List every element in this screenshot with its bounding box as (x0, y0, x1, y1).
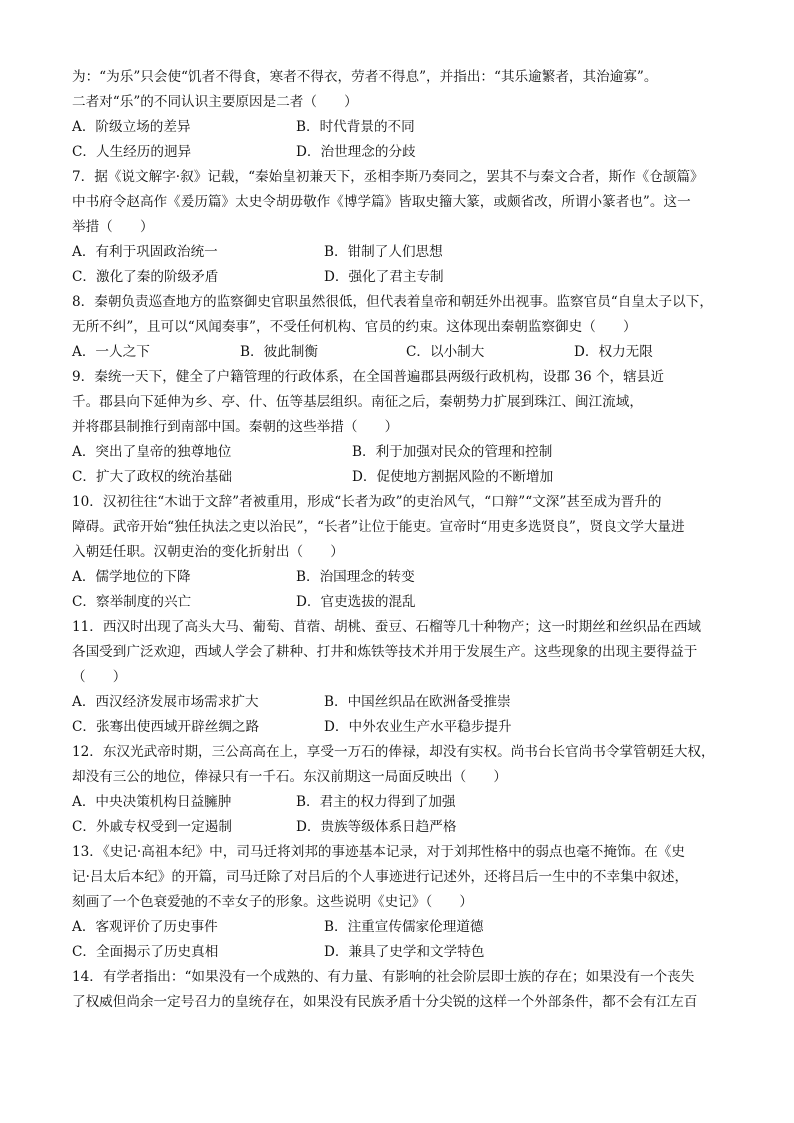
question-12-line-2: 却没有三公的地位，俸禄只有一千石。东汉前期这一局面反映出（ ） (72, 769, 507, 785)
q10-option-a[interactable]: A．儒学地位的下降 (72, 569, 191, 585)
q7-option-c[interactable]: C．激化了秦的阶级矛盾 (72, 269, 219, 285)
question-14-line-1: 14．有学者指出：“如果没有一个成熟的、有力量、有影响的社会阶层即士族的存在；如果没有一个丧失 (72, 969, 695, 985)
q9-option-a[interactable]: A．突出了皇帝的独尊地位 (72, 444, 232, 460)
q9-option-d[interactable]: D．促使地方割据风险的不断增加 (352, 469, 554, 485)
q6-option-b[interactable]: B．时代背景的不同 (296, 119, 415, 135)
q9-option-c[interactable]: C．扩大了政权的统治基础 (72, 469, 232, 485)
q10-option-c[interactable]: C．察举制度的兴亡 (72, 594, 192, 610)
q13-option-b[interactable]: B．注重宣传儒家伦理道德 (324, 919, 484, 935)
q6-option-d[interactable]: D．治世理念的分歧 (296, 144, 416, 160)
q13-option-a[interactable]: A．客观评价了历史事件 (72, 919, 218, 935)
question-13-line-3: 刻画了一个色衰爱弛的不幸女子的形象。这些说明《史记》（ ） (72, 894, 474, 910)
question-9-line-1: 9．秦统一天下，健全了户籍管理的行政体系，在全国普遍郡县两级行政机构，设郡 36 个，辖县近 (72, 369, 664, 385)
q8-option-d[interactable]: D．权力无限 (574, 344, 653, 360)
question-10-line-3: 入朝廷任职。汉朝吏治的变化折射出（ ） (72, 544, 344, 560)
q11-option-b[interactable]: B．中国丝织品在欧洲备受推崇 (324, 694, 511, 710)
question-13-line-1: 13．《史记·高祖本纪》中，司马迁将刘邦的事迹基本记录，对于刘邦性格中的弱点也毫不掩饰。在《史 (72, 844, 685, 860)
question-11-line-2: 各国受到广泛欢迎，西域人学会了耕种、打井和炼铁等技术并用于发展生产。这些现象的出现主要得益于 (72, 644, 698, 660)
question-8-line-1: 8．秦朝负责巡查地方的监察御史官职虽然很低，但代表着皇帝和朝廷外出视事。监察官员“自皇太子以下， (72, 294, 713, 310)
q12-option-b[interactable]: B．君主的权力得到了加强 (296, 794, 456, 810)
question-8-line-2: 无所不纠”，且可以“风闻奏事”，不受任何机构、官员的约束。这体现出秦朝监察御史（ ） (72, 319, 637, 335)
q12-option-d[interactable]: D．贵族等级体系日趋严格 (296, 819, 457, 835)
question-9-line-3: 并将郡县制推行到南部中国。秦朝的这些举措（ ） (72, 419, 399, 435)
question-7-line-2: 中书府令赵高作《爰历篇》太史令胡毋敬作《博学篇》皆取史籀大篆，或颇省改，所谓小篆者也”。这一 (72, 194, 691, 210)
q8-option-c[interactable]: C．以小制大 (406, 344, 485, 360)
q13-option-c[interactable]: C．全面揭示了历史真相 (72, 944, 219, 960)
question-7-line-3: 举措（ ） (72, 219, 154, 235)
question-7-line-1: 7．据《说文解字·叙》记载，“秦始皇初兼天下，丞相李斯乃奏同之，罢其不与秦文合者，斯作《仓颉篇》 (72, 169, 704, 185)
question-6-stem: 二者对“乐”的不同认识主要原因是二者（ ） (72, 94, 358, 110)
q11-option-a[interactable]: A．西汉经济发展市场需求扩大 (72, 694, 259, 710)
q8-option-a[interactable]: A．一人之下 (72, 344, 150, 360)
q11-option-d[interactable]: D．中外农业生产水平稳步提升 (324, 719, 512, 735)
question-14-line-2: 了权威但尚余一定号召力的皇统存在，如果没有民族矛盾十分尖锐的这样一个外部条件，都不会有江左百 (72, 994, 698, 1010)
q10-option-d[interactable]: D．官吏选拔的混乱 (296, 594, 416, 610)
question-10-line-2: 障碍。武帝开始“独任执法之吏以治民”，“长者”让位于能吏。宣帝时“用吏多选贤良”，贤良文学大量进 (72, 519, 685, 535)
q8-option-b[interactable]: B．彼此制衡 (240, 344, 318, 360)
q10-option-b[interactable]: B．治国理念的转变 (296, 569, 415, 585)
q12-option-a[interactable]: A．中央决策机构日益臃肿 (72, 794, 232, 810)
q6-option-a[interactable]: A．阶级立场的差异 (72, 119, 191, 135)
q13-option-d[interactable]: D．兼具了史学和文学特色 (324, 944, 485, 960)
q7-option-b[interactable]: B．钳制了人们思想 (324, 244, 443, 260)
q7-option-d[interactable]: D．强化了君主专制 (324, 269, 444, 285)
question-13-line-2: 记·吕太后本纪》的开篇，司马迁除了对吕后的个人事迹进行记述外，还将吕后一生中的不幸集中叙述， (72, 869, 689, 885)
q12-option-c[interactable]: C．外戚专权受到一定遏制 (72, 819, 232, 835)
q11-option-c[interactable]: C．张骞出使西域开辟丝绸之路 (72, 719, 260, 735)
question-11-line-3: （ ） (72, 669, 127, 685)
question-11-line-1: 11．西汉时出现了高头大马、葡萄、苜蓿、胡桃、蚕豆、石榴等几十种物产；这一时期丝和丝织品在西域 (72, 619, 702, 635)
question-12-line-1: 12．东汉光武帝时期，三公高高在上，享受一万石的俸禄，却没有实权。尚书台长官尚书令掌管朝廷大权， (72, 744, 715, 760)
q9-option-b[interactable]: B．利于加强对民众的管理和控制 (352, 444, 553, 460)
q6-option-c[interactable]: C．人生经历的迥异 (72, 144, 192, 160)
question-6-line-1: 为：“为乐”只会使“饥者不得食，寒者不得衣，劳者不得息”，并指出：“其乐逾繁者，其治逾寡”。 (72, 69, 658, 85)
question-10-line-1: 10．汉初往往“木诎于文辞”者被重用，形成“长者为政”的吏治风气，“口辩”“文深”甚至成为晋升的 (72, 494, 662, 510)
question-9-line-2: 千。郡县向下延伸为乡、亭、什、伍等基层组织。南征之后，秦朝势力扩展到珠江、闽江流域， (72, 394, 643, 410)
q7-option-a[interactable]: A．有利于巩固政治统一 (72, 244, 218, 260)
